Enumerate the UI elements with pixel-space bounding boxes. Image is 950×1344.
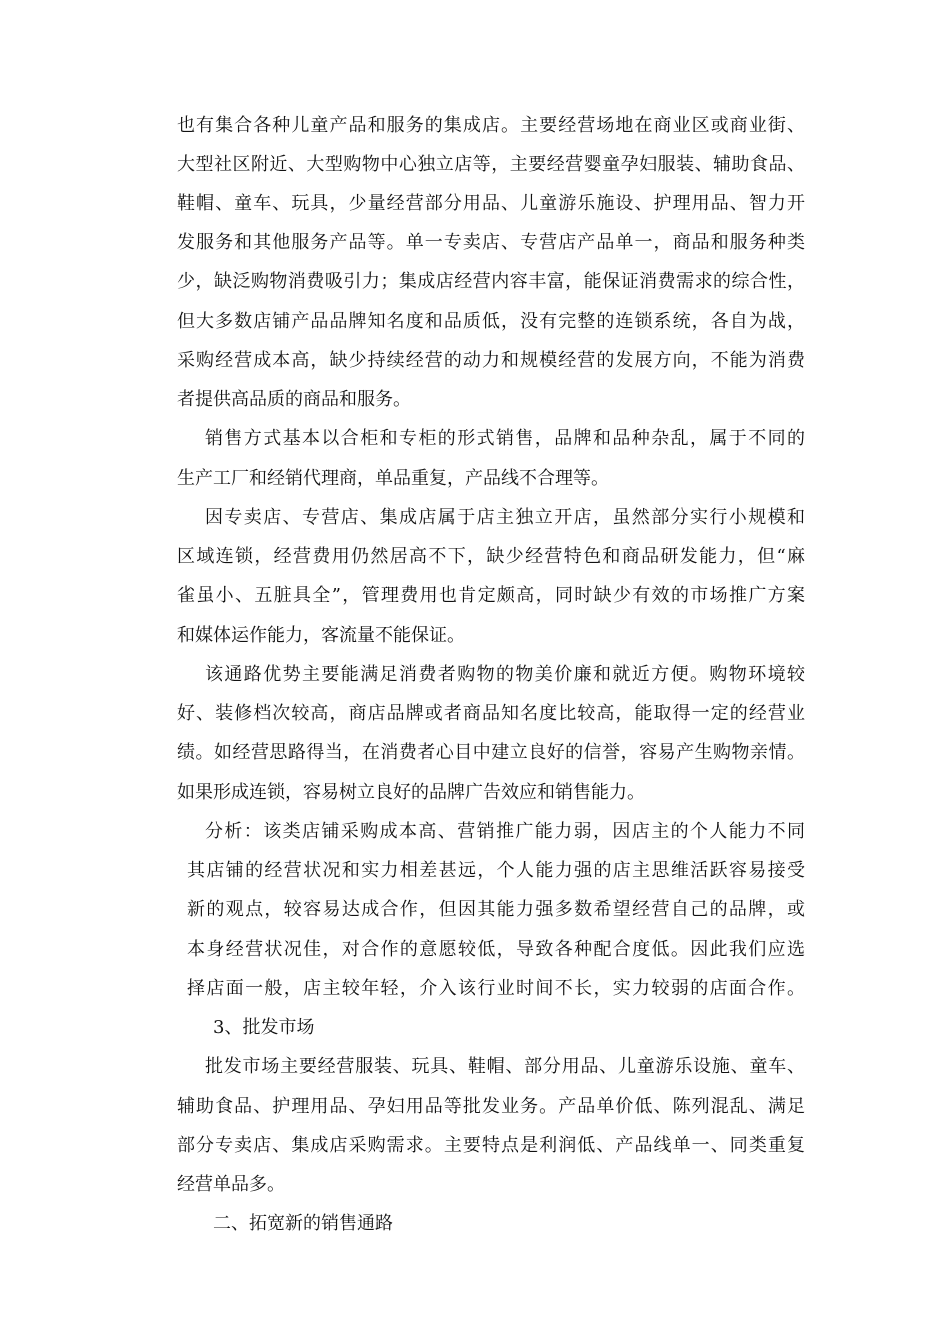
- text-line: 雀虽小、五脏具全”，管理费用也肯定颇高，同时缺少有效的市场推广方案: [177, 585, 805, 606]
- text-line: 二、拓宽新的销售通路: [213, 1213, 393, 1234]
- text-line: 部分专卖店、集成店采购需求。主要特点是利润低、产品线单一、同类重复: [177, 1135, 805, 1156]
- text-line: 辅助食品、护理用品、孕妇用品等批发业务。产品单价低、陈列混乱、满足: [177, 1096, 805, 1117]
- text-line: 采购经营成本高，缺少持续经营的动力和规模经营的发展方向，不能为消费: [177, 350, 805, 371]
- text-line: 大型社区附近、大型购物中心独立店等，主要经营婴童孕妇服装、辅助食品、: [177, 154, 805, 175]
- text-line: 其店铺的经营状况和实力相差甚远，个人能力强的店主思维活跃容易接受: [187, 860, 805, 881]
- text-line: 如果形成连锁，容易树立良好的品牌广告效应和销售能力。: [177, 782, 645, 803]
- text-line: 本身经营状况佳，对合作的意愿较低，导致各种配合度低。因此我们应选: [187, 939, 805, 960]
- text-line: 生产工厂和经销代理商，单品重复，产品线不合理等。: [177, 468, 609, 489]
- text-line: 绩。如经营思路得当，在消费者心目中建立良好的信誉，容易产生购物亲情。: [177, 742, 805, 763]
- text-line: 好、装修档次较高，商店品牌或者商品知名度比较高，能取得一定的经营业: [177, 703, 805, 724]
- text-line: 经营单品多。: [177, 1174, 285, 1195]
- text-line: 但大多数店铺产品品牌知名度和品质低，没有完整的连锁系统，各自为战，: [177, 311, 805, 332]
- text-line: 新的观点，较容易达成合作，但因其能力强多数希望经营自己的品牌，或: [187, 899, 805, 920]
- text-line: 批发市场主要经营服装、玩具、鞋帽、部分用品、儿童游乐设施、童车、: [205, 1056, 805, 1077]
- text-line: 分析：该类店铺采购成本高、营销推广能力弱，因店主的个人能力不同: [205, 821, 805, 842]
- text-line: 发服务和其他服务产品等。单一专卖店、专营店产品单一，商品和服务种类: [177, 232, 805, 253]
- text-line: 鞋帽、童车、玩具，少量经营部分用品、儿童游乐施设、护理用品、智力开: [177, 193, 805, 214]
- text-line: 销售方式基本以合柜和专柜的形式销售，品牌和品种杂乱，属于不同的: [205, 428, 805, 449]
- text-line: 该通路优势主要能满足消费者购物的物美价廉和就近方便。购物环境较: [205, 664, 805, 685]
- text-line: 择店面一般，店主较年轻，介入该行业时间不长，实力较弱的店面合作。: [187, 978, 805, 999]
- text-line: 者提供高品质的商品和服务。: [177, 389, 411, 410]
- text-line: 也有集合各种儿童产品和服务的集成店。主要经营场地在商业区或商业街、: [177, 115, 805, 136]
- text-line: 3、批发市场: [213, 1017, 315, 1038]
- text-line: 少，缺泛购物消费吸引力；集成店经营内容丰富，能保证消费需求的综合性，: [177, 271, 805, 292]
- text-line: 和媒体运作能力，客流量不能保证。: [177, 625, 465, 646]
- text-line: 因专卖店、专营店、集成店属于店主独立开店，虽然部分实行小规模和: [205, 507, 805, 528]
- text-line: 区域连锁，经营费用仍然居高不下，缺少经营特色和商品研发能力，但“麻: [177, 546, 805, 567]
